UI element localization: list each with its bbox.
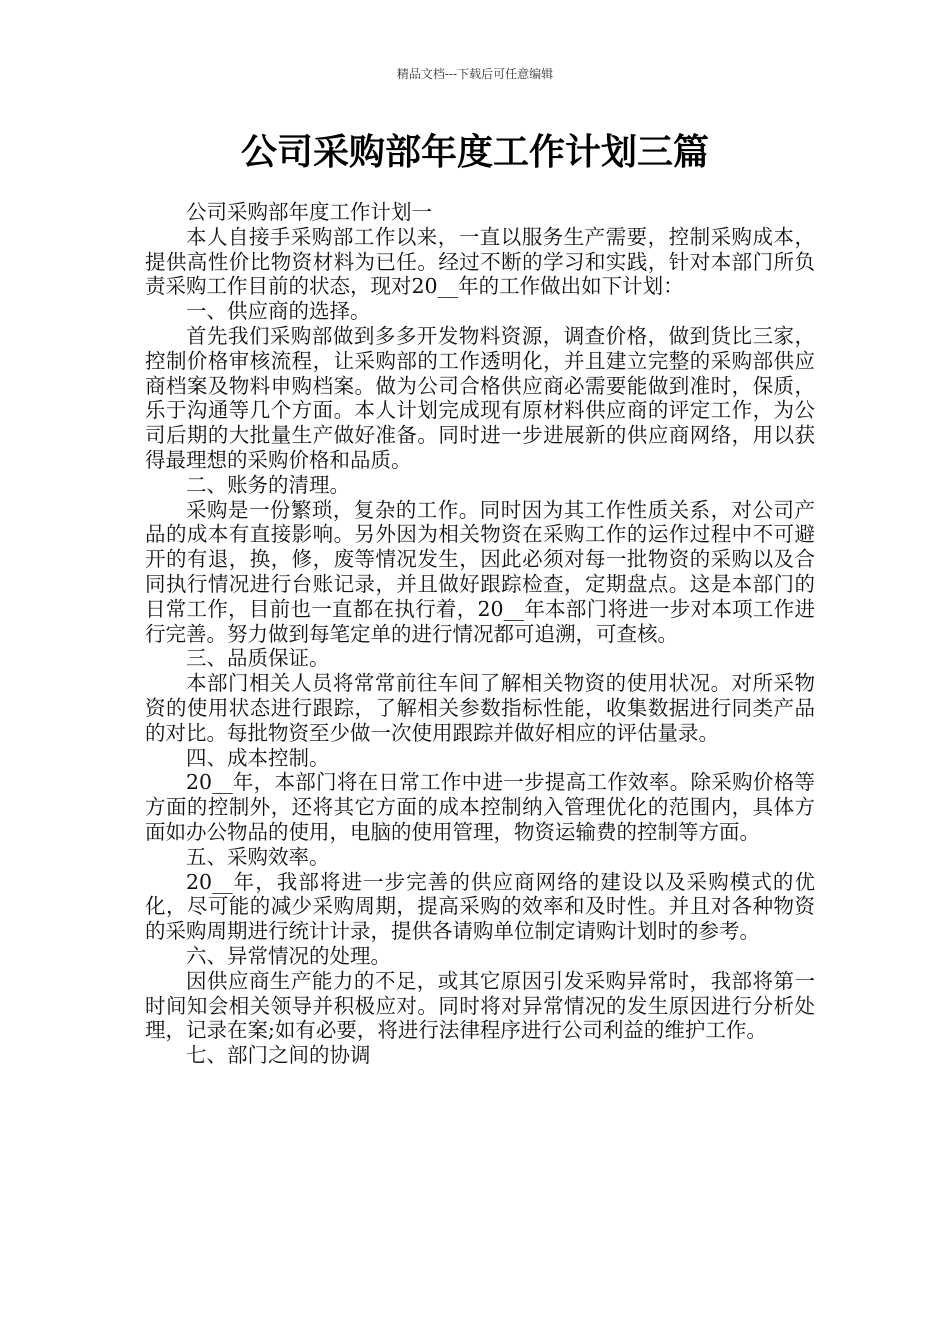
page-header: 精品文档---下载后可任意编辑	[396, 67, 554, 81]
body-paragraph: 首先我们采购部做到多多开发物料资源，调查价格，做到货比三家，控制价格审核流程，让采购部的工作透明化，并且建立完整的采购部供应商档案及物料申购档案。做为公司合格供应商必需要能做到准时，保质，乐于沟通等几个方面。本人计划完成现有原材料供应商的评定工作，为公司后期的大批量生产做好准备。同时进一步进展新的供应商网络，用以获得最理想的采购价格和品质。	[145, 323, 815, 472]
section-heading: 一、供应商的选择。	[186, 299, 371, 324]
section-heading: 六、异常情况的处理。	[186, 943, 391, 968]
section-heading: 二、账务的清理。	[186, 472, 350, 497]
document-body	[145, 200, 815, 1068]
body-paragraph: 采购是一份繁琐，复杂的工作。同时因为其工作性质关系，对公司产品的成本有直接影响。另外因为相关物资在采购工作的运作过程中不可避开的有退，换，修，废等情况发生，因此必须对每一批物资的采购以及合同执行情况进行台账记录，并且做好跟踪检查，定期盘点。这是本部门的日常工作，目前也一直都在执行着，20__年本部门将进一步对本项工作进行完善。努力做到每笔定单的进行情况都可追溯，可查核。	[145, 497, 815, 646]
body-paragraph: 因供应商生产能力的不足，或其它原因引发采购异常时，我部将第一时间知会相关领导并积极应对。同时将对异常情况的发生原因进行分析处理，记录在案;如有必要，将进行法律程序进行公司利益的维护工作。	[145, 968, 815, 1043]
body-paragraph: 20__年，我部将进一步完善的供应商网络的建设以及采购模式的优化，尽可能的减少采购周期，提高采购的效率和及时性。并且对各种物资的采购周期进行统计计录，提供各请购单位制定请购计划时的参考。	[145, 869, 815, 944]
section-heading: 四、成本控制。	[186, 745, 330, 770]
body-paragraph: 本人自接手采购部工作以来，一直以服务生产需要，控制采购成本，提供高性价比物资材料为已任。经过不断的学习和实践，针对本部门所负责采购工作目前的状态，现对20__年的工作做出如下计划：	[145, 224, 815, 299]
body-paragraph: 本部门相关人员将常常前往车间了解相关物资的使用状况。对所采物资的使用状态进行跟踪，了解相关参数指标性能，收集数据进行同类产品的对比。每批物资至少做一次使用跟踪并做好相应的评估量录。	[145, 671, 815, 745]
document-title: 公司采购部年度工作计划三篇	[240, 132, 709, 173]
section-heading: 三、品质保证。	[186, 646, 330, 671]
section-heading: 公司采购部年度工作计划一	[186, 200, 432, 224]
body-paragraph: 20__年，本部门将在日常工作中进一步提高工作效率。除采购价格等方面的控制外，还将其它方面的成本控制纳入管理优化的范围内，具体方面如办公物品的使用，电脑的使用管理，物资运输费的控制等方面。	[145, 770, 815, 844]
section-heading: 七、部门之间的协调	[186, 1043, 371, 1068]
section-heading: 五、采购效率。	[186, 844, 330, 869]
